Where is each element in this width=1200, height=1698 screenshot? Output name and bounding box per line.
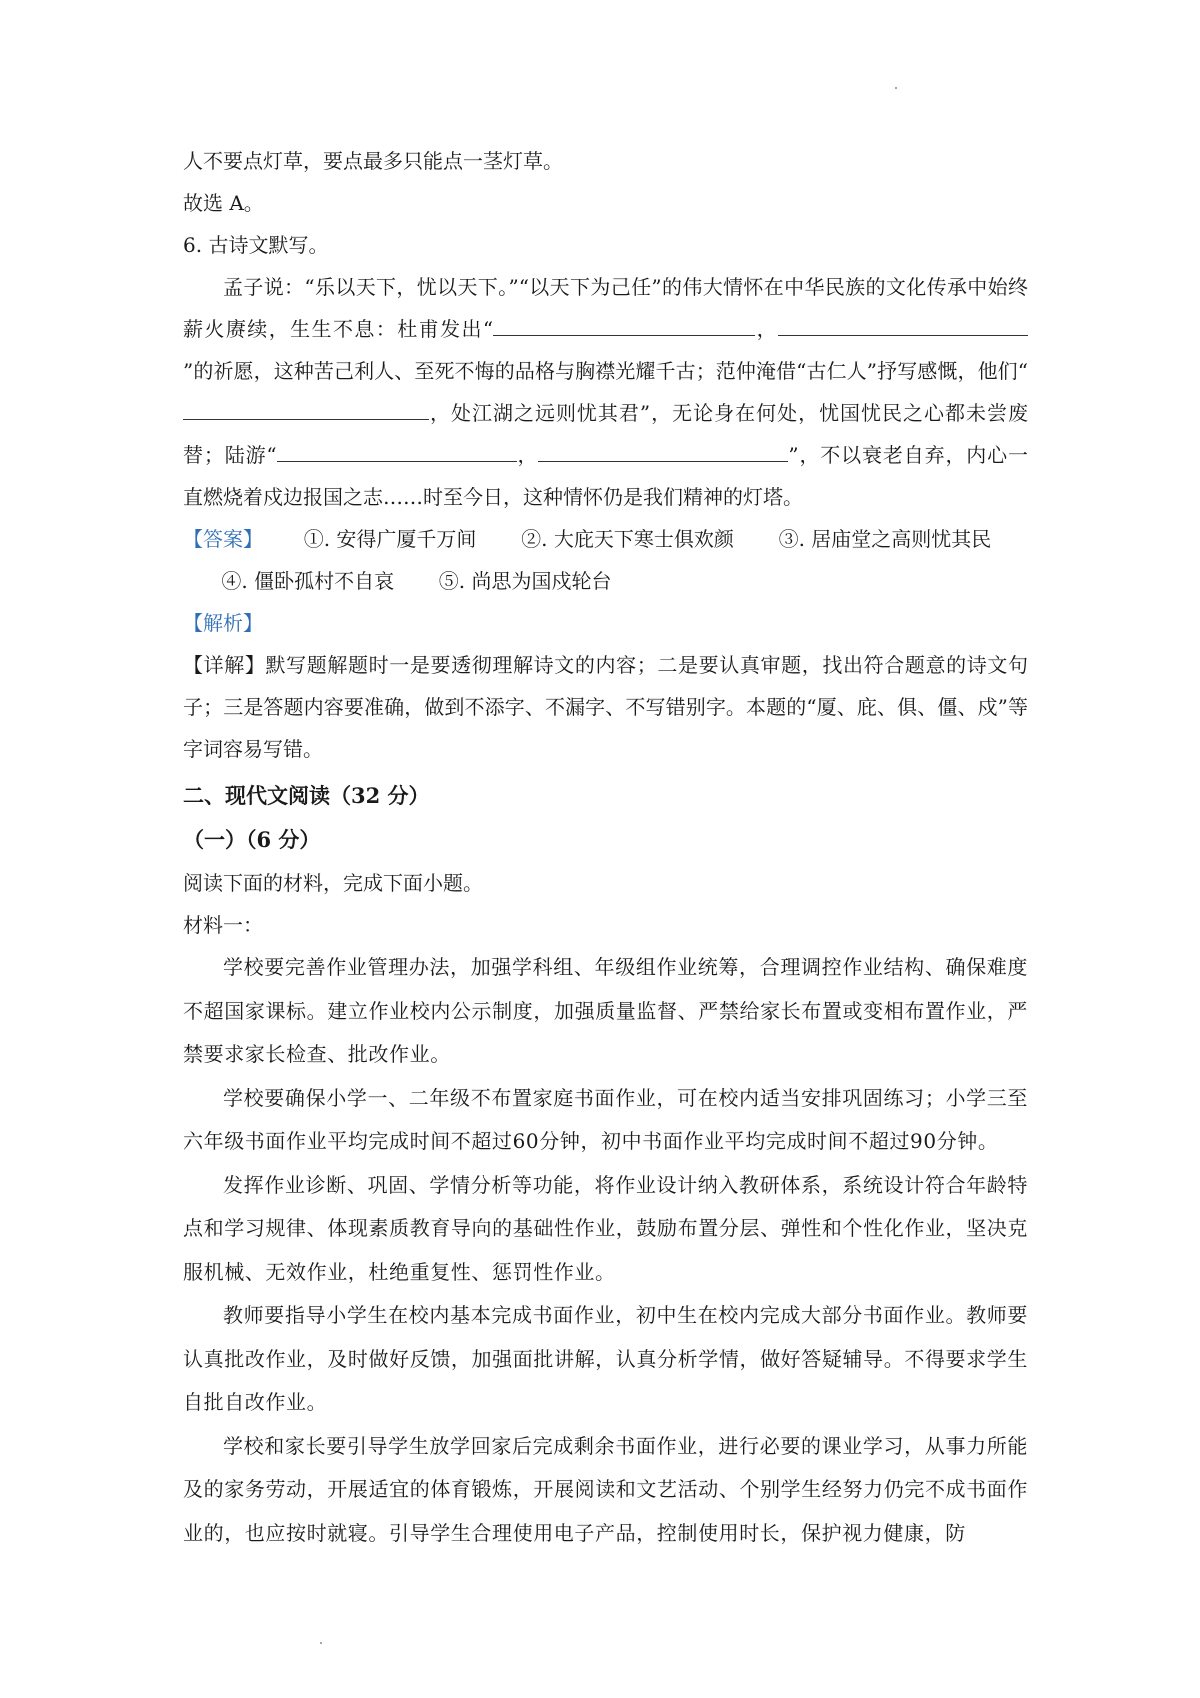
subsection-title: （一）（6 分）	[183, 827, 321, 852]
fill-blank-3	[183, 393, 429, 420]
scan-speck	[895, 87, 897, 89]
section-title: 二、现代文阅读（32 分）	[183, 783, 430, 808]
answer-label: 【答案】	[183, 527, 263, 551]
scan-speck	[320, 1642, 322, 1644]
question-text: 孟子说：“乐以天下，忧以天下。”“以天下为己任”的伟大情怀在中华民族的文化传承中始终薪火赓续，生生不息：杜甫发出“	[183, 275, 1028, 341]
question-title: 6. 古诗文默写。	[183, 233, 329, 257]
question-text: ，	[755, 317, 779, 341]
answer-item: ⑤. 尚思为国戍轮台	[438, 569, 612, 593]
material-paragraph: 学校要完善作业管理办法，加强学科组、年级组作业统筹，合理调控作业结构、确保难度不超国家课标。建立作业校内公示制度，加强质量监督、严禁给家长布置或变相布置作业，严禁要求家长检查、批改作业。	[183, 955, 1028, 1066]
material-paragraph: 教师要指导小学生在校内基本完成书面作业，初中生在校内完成大部分书面作业。教师要认真批改作业，及时做好反馈，加强面批讲解，认真分析学情，做好答疑辅导。不得要求学生自批自改作业。	[183, 1303, 1028, 1414]
answer-item: ①. 安得广厦千万间	[303, 527, 477, 551]
material-label: 材料一：	[183, 913, 263, 937]
fill-blank-2	[778, 309, 1028, 336]
answer-item: ④. 僵卧孤村不自哀	[221, 569, 395, 593]
instruction: 阅读下面的材料，完成下面小题。	[183, 871, 483, 895]
material-paragraph: 发挥作业诊断、巩固、学情分析等功能，将作业设计纳入教研体系，系统设计符合年龄特点和学习规律、体现素质教育导向的基础性作业，鼓励布置分层、弹性和个性化作业，坚决克服机械、无效作业，杜绝重复性、惩罚性作业。	[183, 1172, 1028, 1284]
text-line: 故选 A。	[183, 191, 264, 215]
page-content	[183, 140, 1028, 1555]
question-text: ，处江湖之远则忧其君”，无论身在何处，忧国忧民之心都未尝废替；陆游“	[183, 401, 1028, 467]
answer-block	[183, 518, 1028, 602]
material-paragraph: 学校要确保小学一、二年级不布置家庭书面作业，可在校内适当安排巩固练习；小学三至六年级书面作业平均完成时间不超过60分钟，初中书面作业平均完成时间不超过90分钟。	[183, 1085, 1028, 1153]
material-paragraph: 学校和家长要引导学生放学回家后完成剩余书面作业，进行必要的课业学习，从事力所能及的家务劳动，开展适宜的体育锻炼，开展阅读和文艺活动、个别学生经努力仍完不成书面作业的，也应按时就寝。引导学生合理使用电子产品，控制使用时长，保护视力健康，防	[183, 1433, 1028, 1545]
answer-item: ②. 大庇天下寒士俱欢颜	[521, 527, 734, 551]
question-text: ，	[516, 443, 539, 467]
fill-blank-4	[277, 435, 517, 462]
analysis-detail: 【详解】默写题解题时一是要透彻理解诗文的内容；二是要认真审题，找出符合题意的诗文句子；三是答题内容要准确，做到不添字、不漏字、不写错别字。本题的“厦、庇、俱、僵、戍”等字词容易写错。	[183, 653, 1028, 761]
question-text: ”，不以衰老自弃，内心一直燃烧着戍边报国之志……时至今日，这种情怀仍是我们精神的灯塔。	[183, 443, 1029, 509]
text-line: 人不要点灯草，要点最多只能点一茎灯草。	[183, 149, 563, 173]
answer-item: ③. 居庙堂之高则忧其民	[778, 527, 992, 551]
analysis-label: 【解析】	[183, 611, 263, 635]
question-body	[183, 266, 1028, 518]
question-text: ”的祈愿，这种苦己利人、至死不悔的品格与胸襟光耀千古；范仲淹借“古仁人”抒写感慨，他们“	[183, 359, 1028, 383]
fill-blank-5	[538, 435, 788, 462]
fill-blank-1	[493, 309, 755, 336]
